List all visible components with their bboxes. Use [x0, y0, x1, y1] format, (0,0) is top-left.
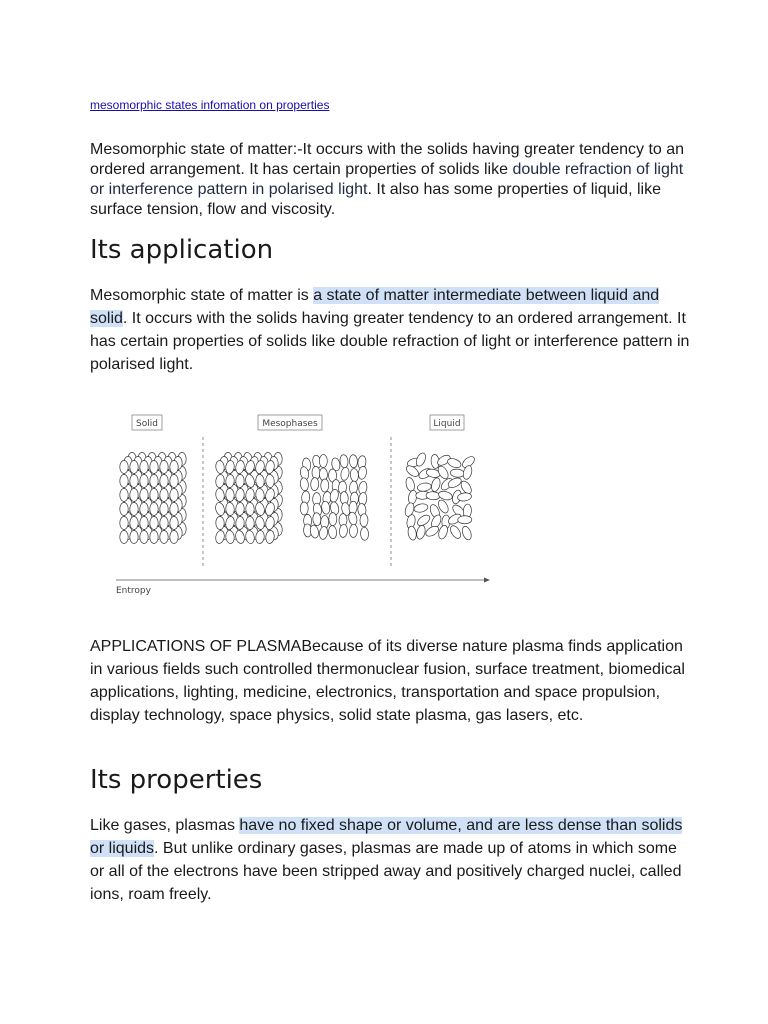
molecule	[150, 531, 158, 544]
paragraph-text: Like gases, plasmas	[90, 817, 240, 834]
molecule	[299, 477, 309, 491]
label-liquid-box	[430, 415, 464, 430]
label-solid-box	[132, 415, 162, 430]
molecule	[448, 524, 462, 540]
molecule	[236, 516, 245, 529]
mesophase-nematic	[299, 454, 369, 540]
molecule	[216, 516, 225, 529]
paragraph-text: . But unlike ordinary gases, plasmas are made up of atoms in which some or all of the electrons have been stripped away and positively charged nuclei, called ions, roam freely.	[90, 840, 682, 903]
states-of-matter-figure	[110, 405, 500, 600]
molecule	[170, 531, 178, 544]
molecule	[160, 531, 168, 544]
molecule	[140, 489, 148, 502]
solid-lattice	[120, 453, 186, 544]
paragraph-mesomorphic-definition	[90, 140, 690, 220]
paragraph-text: . It occurs with the solids having greater tendency to an ordered arrangement. It has certain properties of solids like double refraction of light or interference pattern in polarised light.	[90, 310, 690, 373]
label-mesophases: Mesophases	[262, 419, 318, 429]
paragraph-plasma-applications: APPLICATIONS OF PLASMABecause of its diverse nature plasma finds application in various fields such controlled thermonuclear fusion, surface treatment, biomedical applications, lighting, medicine, electronics, transportation and space propulsion, display technology, space physics, solid state plasma, gas lasers, etc.	[90, 638, 685, 724]
highlighted-text[interactable]: have no fixed shape or volume, and are less dense than solids or liquids	[90, 817, 683, 857]
molecule	[120, 503, 128, 516]
molecule	[236, 502, 245, 515]
molecule	[339, 524, 348, 538]
paragraph-plasma-properties	[90, 814, 690, 906]
molecule	[426, 491, 441, 500]
molecule	[405, 477, 416, 493]
molecule	[160, 489, 168, 502]
molecule	[130, 531, 138, 544]
molecule	[319, 455, 327, 468]
molecule	[140, 475, 148, 488]
molecule	[246, 502, 255, 515]
label-solid: Solid	[136, 419, 158, 429]
molecule	[450, 469, 465, 478]
molecule	[170, 461, 178, 474]
molecule	[130, 503, 138, 516]
molecule	[120, 489, 128, 502]
molecule	[360, 514, 368, 527]
molecule	[160, 517, 168, 530]
molecule	[461, 525, 473, 541]
mesophase-smectic	[214, 452, 283, 545]
molecule	[416, 513, 432, 528]
molecule	[415, 524, 426, 540]
molecule	[310, 477, 319, 490]
properties-link[interactable]: mesomorphic states infomation on properties	[90, 98, 330, 112]
molecule	[130, 475, 138, 488]
molecule	[140, 461, 148, 474]
molecule	[140, 517, 148, 530]
molecule	[150, 517, 158, 530]
molecule	[236, 474, 245, 487]
paragraph-text: Mesomorphic state of matter:-It occurs with the solids having greater tendency to an ordered arrangement. It has certain properties of solids like	[90, 141, 685, 178]
heading-application: Its application	[90, 235, 274, 265]
molecule	[140, 531, 148, 544]
molecule	[407, 526, 417, 541]
molecule	[350, 468, 359, 482]
molecule	[150, 475, 158, 488]
molecule	[160, 475, 168, 488]
molecule	[150, 489, 158, 502]
molecule	[349, 455, 358, 468]
label-entropy: Entropy	[116, 586, 151, 596]
molecule	[130, 461, 138, 474]
molecule	[360, 527, 369, 540]
molecule	[329, 513, 337, 526]
molecule	[170, 517, 178, 530]
molecule	[120, 517, 128, 530]
molecule	[130, 489, 138, 502]
paragraph-mesomorphic-application	[90, 284, 690, 376]
molecule	[130, 517, 138, 530]
molecule	[160, 503, 168, 516]
molecule	[120, 475, 128, 488]
molecule	[321, 479, 329, 492]
heading-properties: Its properties	[90, 765, 263, 795]
molecule	[140, 503, 148, 516]
molecule	[458, 516, 472, 524]
molecule	[319, 526, 329, 540]
molecule	[328, 525, 337, 539]
molecule	[430, 477, 441, 493]
molecule	[120, 461, 128, 474]
label-liquid: Liquid	[433, 419, 461, 429]
molecule	[150, 461, 158, 474]
molecule	[120, 531, 128, 544]
molecule	[413, 503, 428, 514]
molecule	[357, 466, 367, 480]
molecule	[170, 489, 178, 502]
label-meso-box	[258, 415, 322, 430]
molecule	[438, 490, 454, 501]
molecule	[340, 467, 350, 481]
highlighted-text[interactable]: a state of matter intermediate between liquid and solid	[90, 287, 660, 327]
molecule	[160, 461, 168, 474]
molecule	[339, 454, 348, 468]
paragraph-text: . It also has some properties of liquid, like surface tension, flow and viscosity.	[90, 181, 661, 218]
molecule	[417, 482, 432, 492]
molecule	[170, 475, 178, 488]
molecule	[300, 502, 308, 515]
paragraph-text: Mesomorphic state of matter is	[90, 287, 314, 304]
paragraph-emphasis: double refraction of light or interference pattern in polarised light	[90, 161, 684, 198]
liquid-disorder	[404, 452, 477, 541]
molecule	[246, 516, 255, 529]
entropy-arrow-head	[484, 578, 490, 583]
molecule	[349, 524, 358, 537]
molecule	[150, 503, 158, 516]
molecule	[170, 503, 178, 516]
